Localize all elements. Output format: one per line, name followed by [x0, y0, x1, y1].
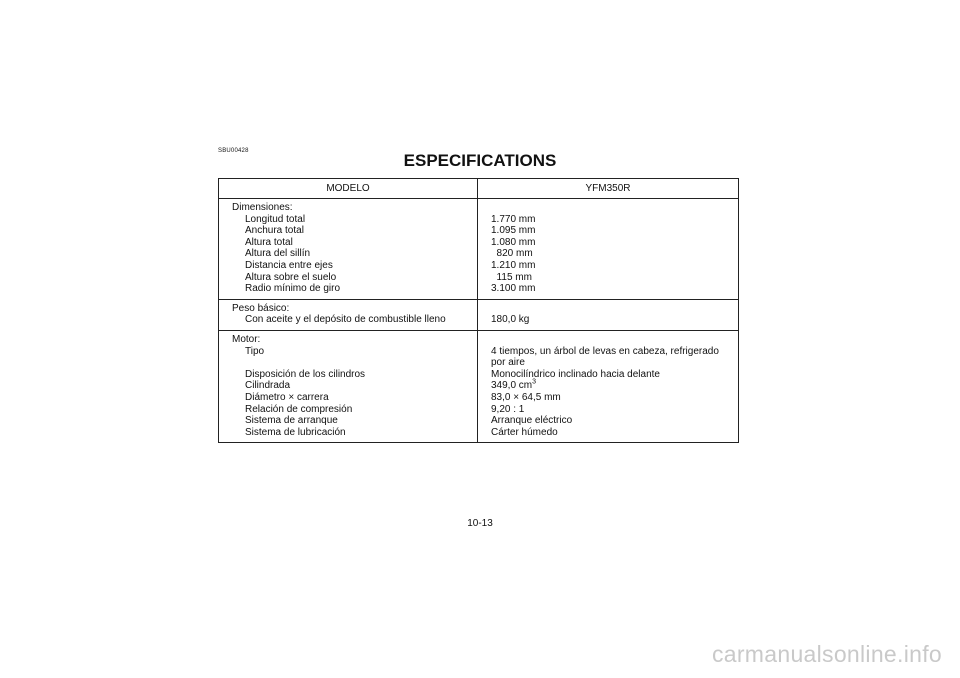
- spec-label: Cilindrada: [245, 380, 291, 392]
- spec-label: Con aceite y el depósito de combustible lleno: [245, 314, 446, 326]
- dimensions-section: [219, 199, 739, 300]
- spec-label: Longitud total: [245, 213, 306, 225]
- spec-label: Altura sobre el suelo: [245, 271, 337, 283]
- spec-label: Anchura total: [245, 225, 304, 237]
- engine-section: [219, 330, 739, 442]
- model-label: MODELO: [219, 179, 478, 199]
- spec-label: Diámetro × carrera: [245, 391, 329, 403]
- spec-value: 820 mm: [491, 248, 533, 260]
- spec-label: Altura total: [245, 236, 293, 248]
- specifications-table: [218, 178, 739, 443]
- page-title: ESPECIFICATIONS: [403, 151, 557, 170]
- spec-value: 1.210 mm: [491, 259, 536, 271]
- watermark: carmanualsonline.info: [711, 641, 942, 667]
- model-value: YFM350R: [478, 179, 739, 199]
- engine-values: [478, 330, 739, 442]
- spec-value: 9,20 : 1: [491, 403, 525, 415]
- spec-value: Arranque eléctrico: [491, 415, 573, 427]
- spec-value: 3.100 mm: [491, 283, 536, 295]
- spec-value: 83,0 × 64,5 mm: [491, 391, 561, 403]
- table-header-row: [219, 179, 739, 199]
- weight-values: [478, 299, 739, 330]
- spec-value: 4 tiempos, un árbol de levas en cabeza, refrigerado por aire: [491, 345, 719, 369]
- engine-labels: [219, 330, 478, 442]
- weight-heading: Peso básico:: [232, 302, 290, 314]
- dimensions-heading: Dimensiones:: [232, 202, 293, 213]
- spec-value: 115 mm: [491, 271, 532, 283]
- document-code: SBU00428: [218, 148, 249, 154]
- dimensions-labels: [219, 199, 478, 300]
- displacement-value: 349,0 $cm^3$: [491, 378, 537, 392]
- spec-value: 1.770 mm: [491, 213, 536, 225]
- spec-label: Radio mínimo de giro: [245, 283, 341, 295]
- spec-value: 1.095 mm: [491, 225, 536, 237]
- spec-label: Distancia entre ejes: [245, 259, 333, 271]
- spec-value: Monocilíndrico inclinado hacia delante: [491, 368, 660, 380]
- spec-value: Cárter húmedo: [491, 426, 558, 438]
- spec-label: Tipo: [245, 345, 265, 357]
- weight-labels: [219, 299, 478, 330]
- spec-label: Sistema de lubricación: [245, 426, 346, 438]
- spec-value: 180,0 kg: [491, 314, 530, 326]
- weight-section: [219, 299, 739, 330]
- dimensions-values: [478, 199, 739, 300]
- engine-heading: Motor:: [232, 333, 261, 345]
- spec-label: Sistema de arranque: [245, 415, 338, 427]
- spec-label: Disposición de los cilindros: [245, 368, 366, 380]
- spec-label: Altura del sillín: [245, 248, 311, 260]
- spec-value: 1.080 mm: [491, 236, 536, 248]
- page-number: 10-13: [467, 518, 493, 529]
- spec-label: Relación de compresión: [245, 403, 353, 415]
